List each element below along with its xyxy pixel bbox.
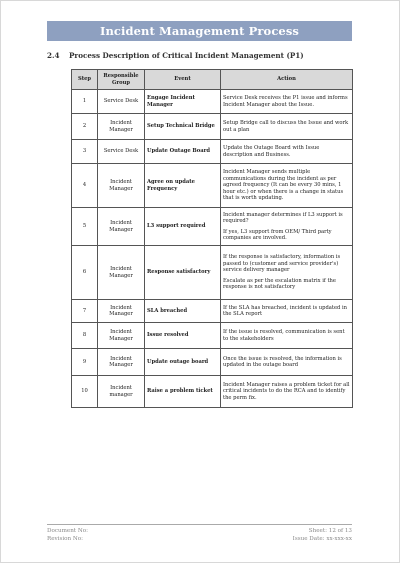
action-text: Incident Manager sends multiple communications during the incident as per agreed frequency (It can be every 30 mins, 1 hour etc.) or when there is a change in status that is worth updating.	[223, 169, 344, 202]
event-cell: Setup Technical Bridge	[145, 114, 221, 140]
action-text: If the response is satisfactory, information is passed to (customer and service provider's) service delivery manager	[223, 254, 341, 274]
header-event: Event	[145, 70, 221, 90]
table-row	[72, 90, 353, 114]
document-title: Incident Management Process	[47, 21, 352, 41]
group-cell: Incident Manager	[98, 246, 145, 300]
footer-right	[293, 527, 352, 543]
step-cell: 4	[72, 164, 98, 208]
action-text: Incident Manager raises a problem ticket for all critical incidents to do the RCA and to identify the perm fix.	[223, 381, 350, 401]
action-cell	[221, 246, 353, 300]
group-cell: Incident Manager	[98, 164, 145, 208]
section-number: 2.4	[47, 51, 60, 60]
action-text: Update the Outage Board with Issue description and Business.	[223, 145, 320, 158]
event-cell: Update Outage Board	[145, 140, 221, 164]
process-table	[71, 69, 353, 408]
event-cell: L3 support required	[145, 208, 221, 246]
action-cell	[221, 300, 353, 323]
step-cell: 9	[72, 349, 98, 376]
event-cell: Response satisfactory	[145, 246, 221, 300]
revision-no-label: Revision No:	[47, 536, 84, 542]
action-text: Service Desk receives the P1 issue and informs Incident Manager about the Issue.	[223, 95, 348, 108]
event-cell: SLA breached	[145, 300, 221, 323]
header-step: Step	[72, 70, 98, 90]
action-text: If the SLA has breached, incident is updated in the SLA report	[223, 304, 347, 317]
header-responsible-group: Responsible Group	[98, 70, 145, 90]
event-cell: Engage Incident Manager	[145, 90, 221, 114]
action-text: Once the issue is resolved, the information is updated in the outage board	[223, 355, 342, 368]
step-cell: 7	[72, 300, 98, 323]
action-cell	[221, 323, 353, 349]
step-cell: 2	[72, 114, 98, 140]
group-cell: Incident Manager	[98, 349, 145, 376]
action-cell	[221, 376, 353, 408]
group-cell: Incident Manager	[98, 323, 145, 349]
group-cell: Incident manager	[98, 376, 145, 408]
step-cell: 6	[72, 246, 98, 300]
table-row	[72, 114, 353, 140]
table-row	[72, 208, 353, 246]
step-cell: 1	[72, 90, 98, 114]
table-row	[72, 349, 353, 376]
event-cell: Update outage board	[145, 349, 221, 376]
step-cell: 3	[72, 140, 98, 164]
group-cell: Incident Manager	[98, 208, 145, 246]
header-action: Action	[221, 70, 353, 90]
step-cell: 8	[72, 323, 98, 349]
document-no-label: Document No:	[47, 528, 88, 534]
action-cell	[221, 208, 353, 246]
table-row	[72, 140, 353, 164]
action-text: Setup Bridge call to discuss the Issue and work out a plan	[223, 120, 349, 133]
sheet-number: Sheet: 12 of 13	[308, 528, 352, 534]
table-row	[72, 300, 353, 323]
action-cell	[221, 349, 353, 376]
event-cell: Issue resolved	[145, 323, 221, 349]
step-cell: 10	[72, 376, 98, 408]
step-cell: 5	[72, 208, 98, 246]
action-text: Incident manager determines if L3 support is required?	[223, 211, 343, 224]
group-cell: Incident Manager	[98, 300, 145, 323]
table-row	[72, 323, 353, 349]
action-text: If yes, L3 support from OEM/ Third party companies are involved.	[223, 228, 332, 241]
action-text: If the issue is resolved, communication is sent to the stakeholders	[223, 329, 345, 342]
action-cell	[221, 114, 353, 140]
group-cell: Service Desk	[98, 90, 145, 114]
group-cell: Service Desk	[98, 140, 145, 164]
action-cell	[221, 90, 353, 114]
group-cell: Incident Manager	[98, 114, 145, 140]
footer-divider	[47, 524, 352, 525]
table-header-row	[72, 70, 353, 90]
event-cell: Raise a problem ticket	[145, 376, 221, 408]
action-cell	[221, 164, 353, 208]
event-cell: Agree on update Frequency	[145, 164, 221, 208]
section-title: Process Description of Critical Incident Management (P1)	[69, 51, 304, 60]
table-row	[72, 376, 353, 408]
action-text: Escalate as per the escalation matrix if the response is not satisfactory	[223, 277, 336, 291]
section-heading	[47, 51, 352, 60]
issue-date: Issue Date: xx-xxx-xx	[292, 536, 352, 542]
action-cell	[221, 140, 353, 164]
table-row	[72, 164, 353, 208]
table-row	[72, 246, 353, 300]
footer-left	[47, 527, 88, 543]
